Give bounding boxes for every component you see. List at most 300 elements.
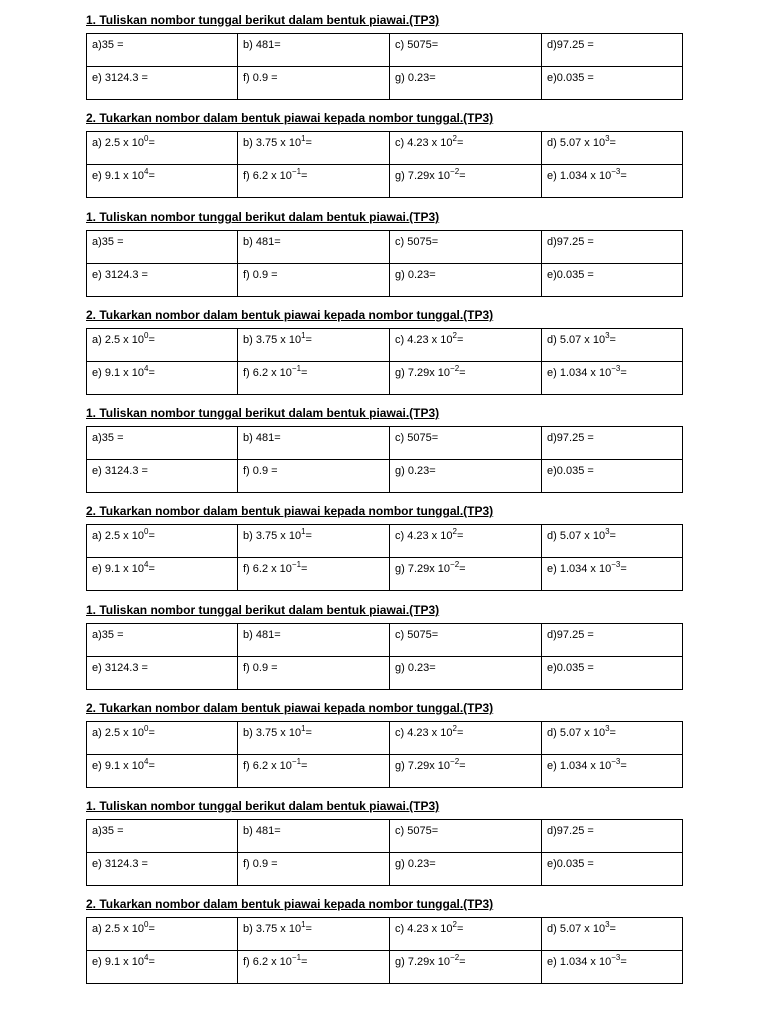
question-cell[interactable] xyxy=(390,820,542,853)
question-cell[interactable] xyxy=(542,624,683,657)
expression-equals: = xyxy=(301,170,308,182)
question-cell[interactable] xyxy=(542,427,683,460)
question-cell[interactable] xyxy=(238,264,390,297)
expression-mantissa: f) 6.2 x 10 xyxy=(243,563,292,575)
expression-mantissa: b) 3.75 x 10 xyxy=(243,137,302,149)
question-cell[interactable] xyxy=(542,558,683,591)
question-cell[interactable] xyxy=(542,67,683,100)
table-row xyxy=(87,525,683,558)
question-expression xyxy=(243,918,312,936)
expression-equals: = xyxy=(301,956,308,968)
expression-equals: = xyxy=(459,367,466,379)
table-row xyxy=(87,624,683,657)
question-text: f) 0.9 = xyxy=(243,662,278,674)
question-cell[interactable] xyxy=(87,722,238,755)
question-cell[interactable] xyxy=(238,231,390,264)
expression-equals: = xyxy=(459,170,466,182)
expression-equals: = xyxy=(305,727,312,739)
question-cell[interactable] xyxy=(87,132,238,165)
question-cell[interactable] xyxy=(542,657,683,690)
expression-exponent: 2 xyxy=(452,724,457,733)
expression-exponent: −3 xyxy=(611,560,621,569)
expression-equals: = xyxy=(456,923,464,935)
table-row xyxy=(87,34,683,67)
expression-exponent: 3 xyxy=(605,724,610,733)
question-text: c) 5075= xyxy=(395,432,439,444)
question-cell[interactable] xyxy=(87,427,238,460)
question-cell[interactable] xyxy=(238,624,390,657)
expression-exponent: −1 xyxy=(291,560,302,569)
expression-mantissa: b) 3.75 x 10 xyxy=(243,334,302,346)
question-cell[interactable] xyxy=(238,362,390,395)
question-cell[interactable] xyxy=(87,329,238,362)
expression-mantissa: e) 1.034 x 10 xyxy=(547,760,612,772)
expression-equals: = xyxy=(456,727,464,739)
expression-exponent: 2 xyxy=(452,920,457,929)
expression-mantissa: a) 2.5 x 10 xyxy=(92,727,144,739)
question-expression xyxy=(395,362,466,380)
question-cell[interactable] xyxy=(390,34,542,67)
expression-mantissa: b) 3.75 x 10 xyxy=(243,727,302,739)
question-cell[interactable] xyxy=(238,67,390,100)
question-text: e) 3124.3 = xyxy=(92,858,148,870)
question-text: f) 0.9 = xyxy=(243,269,278,281)
expression-equals: = xyxy=(148,137,155,149)
question-cell[interactable] xyxy=(87,34,238,67)
expression-exponent: −2 xyxy=(450,953,460,962)
table-row xyxy=(87,853,683,886)
question-2-heading: 2. Tukarkan nombor dalam bentuk piawai kepada nombor tunggal.(TP3) xyxy=(86,701,494,715)
expression-equals: = xyxy=(620,563,627,575)
expression-exponent: 4 xyxy=(143,757,149,766)
expression-mantissa: f) 6.2 x 10 xyxy=(243,170,292,182)
question-expression xyxy=(547,722,616,740)
question-cell[interactable] xyxy=(87,853,238,886)
question-cell[interactable] xyxy=(390,657,542,690)
question-expression xyxy=(395,951,466,969)
question-cell[interactable] xyxy=(542,165,683,198)
table-row xyxy=(87,918,683,951)
expression-mantissa: d) 5.07 x 10 xyxy=(547,727,606,739)
expression-equals: = xyxy=(301,760,308,772)
question-cell[interactable] xyxy=(390,427,542,460)
expression-exponent: 1 xyxy=(301,331,306,340)
expression-equals: = xyxy=(301,367,308,379)
question-expression xyxy=(547,132,616,150)
question-expression xyxy=(395,329,463,347)
question-text: b) 481= xyxy=(243,236,281,248)
expression-exponent: −1 xyxy=(291,757,302,766)
table-row xyxy=(87,755,683,788)
question-cell[interactable] xyxy=(87,525,238,558)
expression-mantissa: d) 5.07 x 10 xyxy=(547,334,606,346)
expression-exponent: 3 xyxy=(605,527,610,536)
question-cell[interactable] xyxy=(542,132,683,165)
question-expression xyxy=(547,918,616,936)
expression-exponent: −3 xyxy=(611,953,621,962)
question-table xyxy=(86,328,683,395)
question-cell[interactable] xyxy=(87,264,238,297)
table-row xyxy=(87,329,683,362)
expression-exponent: 3 xyxy=(605,920,610,929)
question-text: g) 0.23= xyxy=(395,72,436,84)
expression-mantissa: a) 2.5 x 10 xyxy=(92,137,144,149)
expression-exponent: −3 xyxy=(611,364,621,373)
question-expression xyxy=(92,525,155,543)
question-expression xyxy=(395,918,463,936)
question-1-heading: 1. Tuliskan nombor tunggal berikut dalam bentuk piawai.(TP3) xyxy=(86,13,440,27)
question-cell[interactable] xyxy=(238,755,390,788)
question-expression xyxy=(243,165,307,183)
question-text: e)0.035 = xyxy=(547,858,594,870)
question-text: a)35 = xyxy=(92,236,124,248)
table-row xyxy=(87,820,683,853)
question-cell[interactable] xyxy=(390,329,542,362)
expression-equals: = xyxy=(609,923,616,935)
expression-mantissa: g) 7.29x 10 xyxy=(395,760,451,772)
question-cell[interactable] xyxy=(542,362,683,395)
expression-mantissa: c) 4.23 x 10 xyxy=(395,923,453,935)
question-cell[interactable] xyxy=(87,755,238,788)
question-text: c) 5075= xyxy=(395,629,439,641)
question-1-heading: 1. Tuliskan nombor tunggal berikut dalam bentuk piawai.(TP3) xyxy=(86,603,440,617)
question-text: g) 0.23= xyxy=(395,465,436,477)
expression-mantissa: e) 9.1 x 10 xyxy=(92,367,144,379)
expression-exponent: 1 xyxy=(301,724,306,733)
expression-exponent: 4 xyxy=(143,167,149,176)
question-cell[interactable] xyxy=(238,427,390,460)
question-cell[interactable] xyxy=(390,755,542,788)
expression-exponent: 0 xyxy=(143,527,149,536)
expression-exponent: 3 xyxy=(605,134,610,143)
question-cell[interactable] xyxy=(542,264,683,297)
question-cell[interactable] xyxy=(542,34,683,67)
question-cell[interactable] xyxy=(238,820,390,853)
question-cell[interactable] xyxy=(87,951,238,984)
expression-mantissa: g) 7.29x 10 xyxy=(395,170,451,182)
table-row xyxy=(87,165,683,198)
question-cell[interactable] xyxy=(390,722,542,755)
question-cell[interactable] xyxy=(87,558,238,591)
question-cell[interactable] xyxy=(390,132,542,165)
expression-exponent: 0 xyxy=(143,724,149,733)
expression-mantissa: e) 9.1 x 10 xyxy=(92,170,144,182)
question-expression xyxy=(92,755,155,773)
question-cell[interactable] xyxy=(390,951,542,984)
expression-exponent: 1 xyxy=(301,134,306,143)
table-row xyxy=(87,558,683,591)
expression-mantissa: c) 4.23 x 10 xyxy=(395,727,453,739)
question-expression xyxy=(395,525,463,543)
expression-exponent: 4 xyxy=(143,953,149,962)
expression-equals: = xyxy=(609,137,616,149)
expression-mantissa: e) 9.1 x 10 xyxy=(92,956,144,968)
expression-exponent: −3 xyxy=(611,167,621,176)
expression-equals: = xyxy=(620,760,627,772)
question-table xyxy=(86,524,683,591)
expression-mantissa: g) 7.29x 10 xyxy=(395,956,451,968)
question-cell[interactable] xyxy=(542,853,683,886)
question-cell[interactable] xyxy=(238,722,390,755)
question-cell[interactable] xyxy=(238,34,390,67)
question-text: b) 481= xyxy=(243,629,281,641)
question-cell[interactable] xyxy=(87,165,238,198)
question-text: d)97.25 = xyxy=(547,825,594,837)
expression-mantissa: a) 2.5 x 10 xyxy=(92,530,144,542)
expression-mantissa: a) 2.5 x 10 xyxy=(92,923,144,935)
expression-mantissa: c) 4.23 x 10 xyxy=(395,530,453,542)
question-text: e)0.035 = xyxy=(547,269,594,281)
question-expression xyxy=(92,165,155,183)
question-cell[interactable] xyxy=(542,231,683,264)
expression-equals: = xyxy=(148,760,155,772)
question-expression xyxy=(92,918,155,936)
expression-mantissa: e) 9.1 x 10 xyxy=(92,760,144,772)
question-cell[interactable] xyxy=(238,165,390,198)
question-cell[interactable] xyxy=(542,820,683,853)
question-cell[interactable] xyxy=(238,951,390,984)
expression-mantissa: e) 9.1 x 10 xyxy=(92,563,144,575)
question-expression xyxy=(92,722,155,740)
question-text: d)97.25 = xyxy=(547,39,594,51)
expression-exponent: 0 xyxy=(143,920,149,929)
question-table xyxy=(86,721,683,788)
expression-equals: = xyxy=(459,563,466,575)
question-text: b) 481= xyxy=(243,432,281,444)
table-row xyxy=(87,231,683,264)
expression-equals: = xyxy=(148,367,155,379)
table-row xyxy=(87,132,683,165)
question-table xyxy=(86,917,683,984)
expression-exponent: −2 xyxy=(450,757,460,766)
question-cell[interactable] xyxy=(542,951,683,984)
expression-equals: = xyxy=(148,530,155,542)
question-cell[interactable] xyxy=(87,460,238,493)
expression-exponent: −2 xyxy=(450,167,460,176)
question-cell[interactable] xyxy=(542,525,683,558)
question-table xyxy=(86,131,683,198)
question-cell[interactable] xyxy=(390,624,542,657)
question-cell[interactable] xyxy=(238,460,390,493)
question-1-heading: 1. Tuliskan nombor tunggal berikut dalam bentuk piawai.(TP3) xyxy=(86,799,440,813)
question-cell[interactable] xyxy=(87,918,238,951)
expression-mantissa: f) 6.2 x 10 xyxy=(243,367,292,379)
question-cell[interactable] xyxy=(390,918,542,951)
expression-mantissa: e) 1.034 x 10 xyxy=(547,367,612,379)
question-table xyxy=(86,33,683,100)
expression-mantissa: c) 4.23 x 10 xyxy=(395,137,453,149)
expression-equals: = xyxy=(305,923,312,935)
table-row xyxy=(87,460,683,493)
question-text: c) 5075= xyxy=(395,236,439,248)
expression-equals: = xyxy=(456,137,464,149)
question-text: d)97.25 = xyxy=(547,629,594,641)
question-text: b) 481= xyxy=(243,825,281,837)
expression-exponent: −1 xyxy=(291,953,302,962)
question-text: g) 0.23= xyxy=(395,858,436,870)
table-row xyxy=(87,427,683,460)
question-cell[interactable] xyxy=(238,329,390,362)
question-table xyxy=(86,819,683,886)
question-cell[interactable] xyxy=(390,264,542,297)
question-text: f) 0.9 = xyxy=(243,858,278,870)
question-expression xyxy=(243,525,312,543)
expression-mantissa: e) 1.034 x 10 xyxy=(547,563,612,575)
expression-equals: = xyxy=(148,727,155,739)
table-row xyxy=(87,264,683,297)
expression-equals: = xyxy=(459,760,466,772)
question-cell[interactable] xyxy=(390,558,542,591)
question-cell[interactable] xyxy=(87,67,238,100)
question-expression xyxy=(243,558,307,576)
expression-exponent: 1 xyxy=(301,920,306,929)
question-cell[interactable] xyxy=(390,362,542,395)
question-cell[interactable] xyxy=(542,918,683,951)
question-expression xyxy=(92,329,155,347)
question-expression xyxy=(395,722,463,740)
expression-exponent: 4 xyxy=(143,560,149,569)
question-expression xyxy=(243,755,307,773)
question-cell[interactable] xyxy=(238,558,390,591)
expression-mantissa: g) 7.29x 10 xyxy=(395,563,451,575)
expression-equals: = xyxy=(148,334,155,346)
question-expression xyxy=(395,558,466,576)
expression-exponent: 0 xyxy=(143,331,149,340)
question-expression xyxy=(547,525,616,543)
expression-exponent: 1 xyxy=(301,527,306,536)
question-cell[interactable] xyxy=(542,329,683,362)
table-row xyxy=(87,362,683,395)
question-expression xyxy=(547,755,627,773)
expression-mantissa: e) 1.034 x 10 xyxy=(547,170,612,182)
question-cell[interactable] xyxy=(87,362,238,395)
expression-equals: = xyxy=(609,727,616,739)
question-cell[interactable] xyxy=(390,231,542,264)
question-cell[interactable] xyxy=(390,165,542,198)
expression-equals: = xyxy=(148,170,155,182)
expression-exponent: 4 xyxy=(143,364,149,373)
expression-mantissa: f) 6.2 x 10 xyxy=(243,956,292,968)
expression-equals: = xyxy=(305,334,312,346)
expression-equals: = xyxy=(609,530,616,542)
expression-equals: = xyxy=(459,956,466,968)
question-table xyxy=(86,623,683,690)
table-row xyxy=(87,657,683,690)
question-expression xyxy=(243,722,312,740)
question-cell[interactable] xyxy=(238,853,390,886)
question-text: e) 3124.3 = xyxy=(92,662,148,674)
question-2-heading: 2. Tukarkan nombor dalam bentuk piawai kepada nombor tunggal.(TP3) xyxy=(86,111,494,125)
table-row xyxy=(87,67,683,100)
expression-equals: = xyxy=(456,530,464,542)
expression-equals: = xyxy=(609,334,616,346)
expression-mantissa: g) 7.29x 10 xyxy=(395,367,451,379)
expression-equals: = xyxy=(305,530,312,542)
expression-mantissa: b) 3.75 x 10 xyxy=(243,923,302,935)
question-cell[interactable] xyxy=(238,918,390,951)
question-cell[interactable] xyxy=(390,67,542,100)
expression-equals: = xyxy=(301,563,308,575)
question-text: g) 0.23= xyxy=(395,662,436,674)
question-text: e)0.035 = xyxy=(547,465,594,477)
question-cell[interactable] xyxy=(542,460,683,493)
question-expression xyxy=(243,329,312,347)
expression-mantissa: d) 5.07 x 10 xyxy=(547,530,606,542)
expression-mantissa: a) 2.5 x 10 xyxy=(92,334,144,346)
question-expression xyxy=(547,951,627,969)
question-text: g) 0.23= xyxy=(395,269,436,281)
question-expression xyxy=(243,951,307,969)
question-table xyxy=(86,230,683,297)
expression-exponent: 0 xyxy=(143,134,149,143)
question-cell[interactable] xyxy=(390,460,542,493)
question-expression xyxy=(243,132,312,150)
question-cell[interactable] xyxy=(238,657,390,690)
question-expression xyxy=(92,362,155,380)
question-cell[interactable] xyxy=(87,624,238,657)
question-text: e) 3124.3 = xyxy=(92,72,148,84)
expression-exponent: −3 xyxy=(611,757,621,766)
question-text: e)0.035 = xyxy=(547,72,594,84)
question-cell[interactable] xyxy=(390,853,542,886)
question-expression xyxy=(243,362,307,380)
question-text: a)35 = xyxy=(92,825,124,837)
expression-equals: = xyxy=(148,956,155,968)
question-text: f) 0.9 = xyxy=(243,465,278,477)
question-expression xyxy=(395,132,463,150)
question-2-heading: 2. Tukarkan nombor dalam bentuk piawai kepada nombor tunggal.(TP3) xyxy=(86,504,494,518)
expression-mantissa: d) 5.07 x 10 xyxy=(547,923,606,935)
question-expression xyxy=(547,329,616,347)
question-2-heading: 2. Tukarkan nombor dalam bentuk piawai kepada nombor tunggal.(TP3) xyxy=(86,897,494,911)
expression-exponent: 3 xyxy=(605,331,610,340)
question-expression xyxy=(395,755,466,773)
question-cell[interactable] xyxy=(238,525,390,558)
question-expression xyxy=(92,951,155,969)
table-row xyxy=(87,951,683,984)
question-expression xyxy=(547,558,627,576)
question-table xyxy=(86,426,683,493)
question-text: a)35 = xyxy=(92,39,124,51)
expression-mantissa: d) 5.07 x 10 xyxy=(547,137,606,149)
expression-equals: = xyxy=(148,563,155,575)
expression-mantissa: c) 4.23 x 10 xyxy=(395,334,453,346)
expression-exponent: −2 xyxy=(450,560,460,569)
expression-equals: = xyxy=(620,170,627,182)
question-text: c) 5075= xyxy=(395,39,439,51)
expression-mantissa: e) 1.034 x 10 xyxy=(547,956,612,968)
question-expression xyxy=(547,165,627,183)
question-cell[interactable] xyxy=(542,722,683,755)
question-text: c) 5075= xyxy=(395,825,439,837)
question-expression xyxy=(547,362,627,380)
question-cell[interactable] xyxy=(87,657,238,690)
expression-equals: = xyxy=(620,367,627,379)
question-cell[interactable] xyxy=(238,132,390,165)
expression-equals: = xyxy=(305,137,312,149)
question-cell[interactable] xyxy=(87,820,238,853)
question-cell[interactable] xyxy=(542,755,683,788)
question-text: e)0.035 = xyxy=(547,662,594,674)
question-1-heading: 1. Tuliskan nombor tunggal berikut dalam bentuk piawai.(TP3) xyxy=(86,210,440,224)
expression-mantissa: f) 6.2 x 10 xyxy=(243,760,292,772)
question-cell[interactable] xyxy=(390,525,542,558)
expression-equals: = xyxy=(620,956,627,968)
question-cell[interactable] xyxy=(87,231,238,264)
question-text: d)97.25 = xyxy=(547,236,594,248)
expression-exponent: 2 xyxy=(452,527,457,536)
expression-exponent: 2 xyxy=(452,331,457,340)
